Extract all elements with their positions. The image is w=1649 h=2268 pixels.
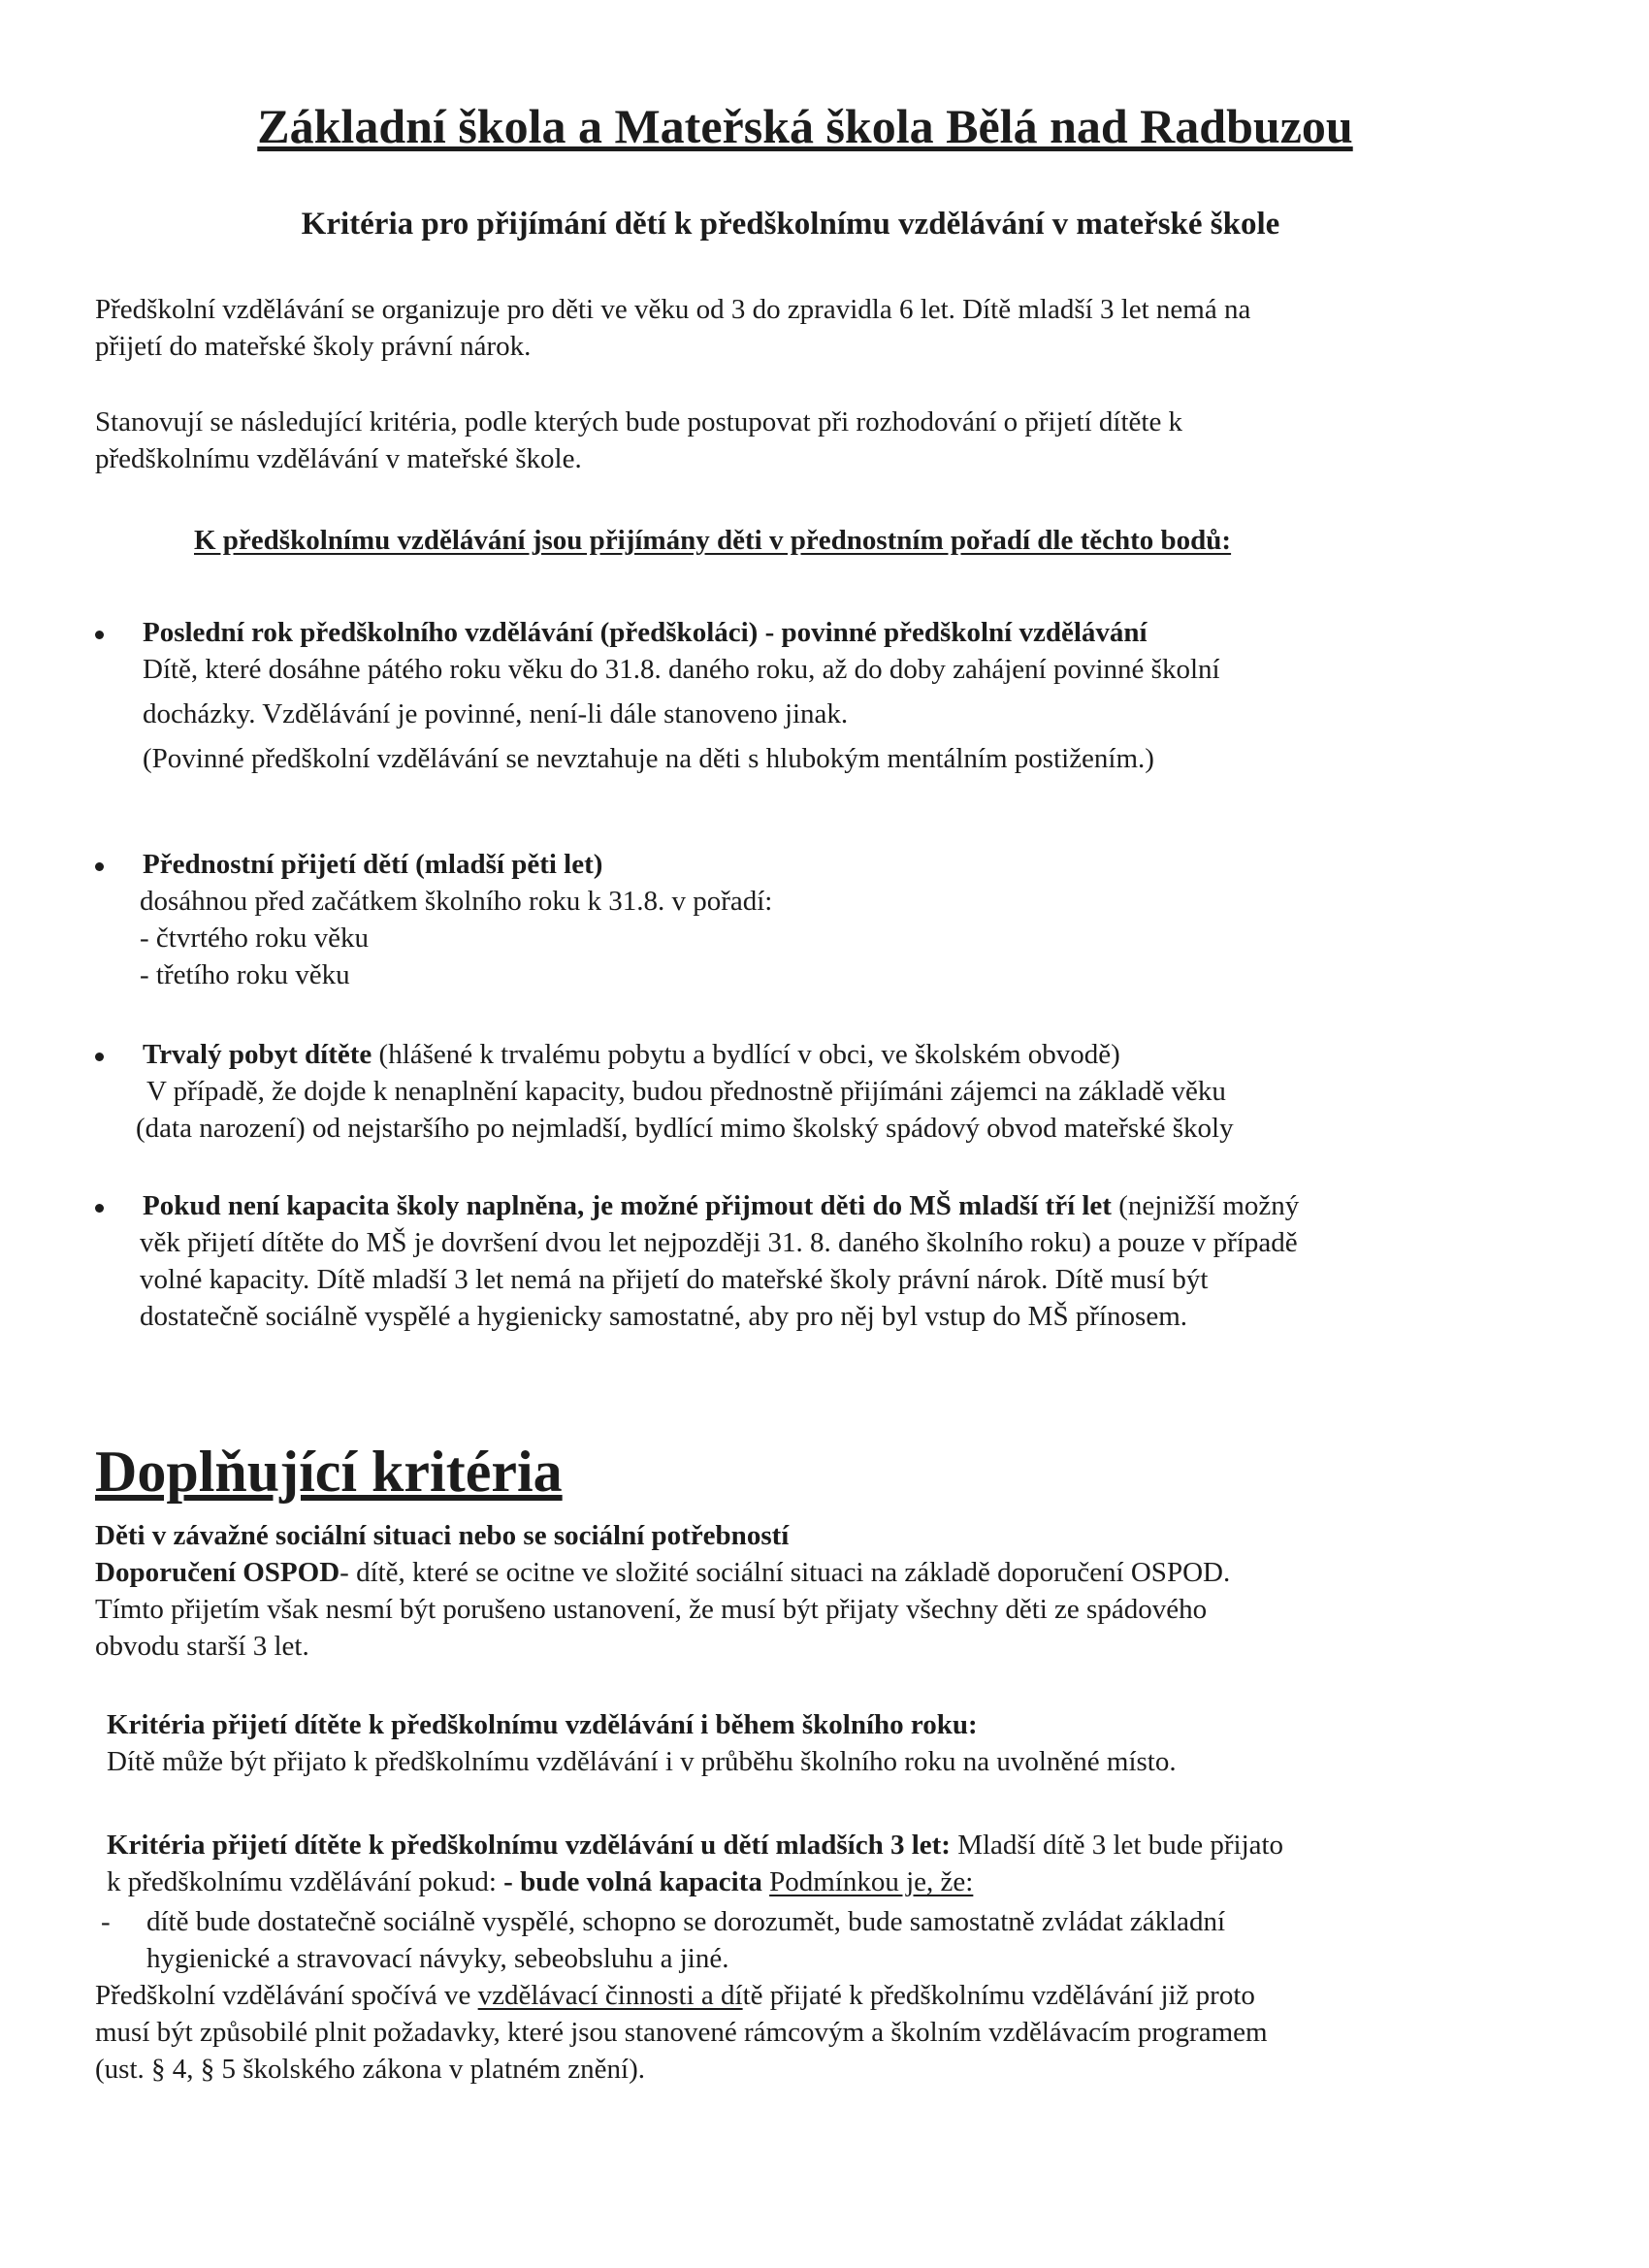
criterion-4-title-line (143, 1187, 1299, 1224)
intro-paragraph-1-line-2: přijetí do mateřské školy právní nárok. (95, 331, 532, 362)
under3-heading: Kritéria přijetí dítěte k předškolnímu vzdělávání u dětí mladších 3 let: (107, 1830, 951, 1861)
criterion-2-line-3: - třetího roku věku (140, 959, 350, 990)
under3-line-2-prefix: k předškolnímu vzdělávání pokud: (107, 1866, 497, 1897)
criterion-1-title: Poslední rok předškolního vzdělávání (předškoláci) - povinné předškolní vzdělávání (143, 617, 1148, 648)
closing-line-3: (ust. § 4, § 5 školského zákona v platném znění). (95, 2054, 645, 2085)
under3-line-1 (107, 1827, 1283, 1863)
ospod-line (95, 1554, 1230, 1591)
criterion-1-line-2: docházky. Vzdělávání je povinné, není-li dále stanoveno jinak. (143, 698, 849, 729)
criterion-1-line-1: Dítě, které dosáhne pátého roku věku do 31.8. daného roku, až do doby zahájení povinné školní (143, 654, 1220, 685)
during-year-heading: Kritéria přijetí dítěte k předškolnímu vzdělávání i během školního roku: (107, 1709, 978, 1740)
intro-paragraph-2-line-1: Stanovují se následující kritéria, podle kterých bude postupovat při rozhodování o přijetí dítěte k (95, 406, 1183, 437)
document-subtitle: Kritéria pro přijímání dětí k předškolnímu vzdělávání v mateřské škole (301, 207, 1280, 242)
under3-line-2 (107, 1863, 973, 1900)
bullet-icon (95, 862, 104, 871)
under3-capacity-label: - bude volná kapacita (503, 1866, 762, 1897)
closing-line-1 (95, 1977, 1255, 2014)
under3-condition-label: Podmínkou je, že: (769, 1866, 974, 1897)
school-title: Základní škola a Mateřská škola Bělá nad Radbuzou (257, 99, 1353, 153)
intro-paragraph-1-line-1: Předškolní vzdělávání se organizuje pro děti ve věku od 3 do zpravidla 6 let. Dítě mladší 3 let nemá na (95, 294, 1251, 325)
bullet-icon (95, 631, 104, 639)
criterion-2-line-1: dosáhnou před začátkem školního roku k 31.8. v pořadí: (140, 886, 773, 917)
criterion-4-line-3: dostatečně sociálně vyspělé a hygienicky samostatné, aby pro něj byl vstup do MŠ přínosem. (140, 1301, 1188, 1332)
under3-dash: - (101, 1906, 111, 1937)
criterion-3-title: Trvalý pobyt dítěte (143, 1039, 372, 1070)
bullet-icon (95, 1053, 104, 1061)
criterion-3-line-2: (data narození) od nejstaršího po nejmladší, bydlící mimo školský spádový obvod mateřské školy (136, 1113, 1234, 1144)
criterion-4-title-suffix: (nejnižší možný (1118, 1190, 1300, 1221)
social-situation-heading: Děti v závažné sociální situaci nebo se sociální potřebností (95, 1520, 790, 1551)
during-year-text: Dítě může být přijato k předškolnímu vzdělávání i v průběhu školního roku na uvolněné místo. (107, 1746, 1177, 1777)
criterion-1-line-3: (Povinné předškolní vzdělávání se nevztahuje na děti s hlubokým mentálním postižením.) (143, 743, 1154, 774)
closing-underlined: vzdělávací činnosti a dí (477, 1980, 743, 2011)
intro-paragraph-2-line-2: předškolnímu vzdělávání v mateřské škole. (95, 443, 582, 474)
closing-line-2: musí být způsobilé plnit požadavky, které jsou stanovené rámcovým a školním vzdělávacím programem (95, 2017, 1268, 2048)
criterion-4-line-1: věk přijetí dítěte do MŠ je dovršení dvou let nejpozději 31. 8. daného školního roku) a pouze v případě (140, 1227, 1298, 1258)
criterion-3-title-suffix: (hlášené k trvalému pobytu a bydlící v obci, ve školském obvodě) (378, 1039, 1120, 1070)
ospod-line-3: obvodu starší 3 let. (95, 1631, 309, 1662)
ospod-label: Doporučení OSPOD (95, 1557, 340, 1588)
under3-item-line-2: hygienické a stravovací návyky, sebeobsluhu a jiné. (146, 1943, 729, 1974)
criterion-4-line-2: volné kapacity. Dítě mladší 3 let nemá na přijetí do mateřské školy právní nárok. Dítě musí být (140, 1264, 1209, 1295)
supplementary-heading: Doplňující kritéria (95, 1440, 563, 1504)
closing-prefix: Předškolní vzdělávání spočívá ve (95, 1980, 471, 2011)
under3-item-line-1: dítě bude dostatečně sociálně vyspělé, schopno se dorozumět, bude samostatně zvládat základní (146, 1906, 1226, 1937)
ospod-line-2: Tímto přijetím však nesmí být porušeno ustanovení, že musí být přijaty všechny děti ze spádového (95, 1594, 1208, 1625)
under3-text: Mladší dítě 3 let bude přijato (957, 1830, 1284, 1861)
criterion-3-line-1: V případě, že dojde k nenaplnění kapacity, budou přednostně přijímáni zájemci na základě věku (146, 1076, 1226, 1107)
bullet-icon (95, 1204, 104, 1213)
priority-heading: K předškolnímu vzdělávání jsou přijímány děti v přednostním pořadí dle těchto bodů: (194, 525, 1232, 556)
criterion-3-title-line (143, 1036, 1120, 1073)
closing-suffix: tě přijaté k předškolnímu vzdělávání již proto (742, 1980, 1255, 2011)
ospod-text: - dítě, které se ocitne ve složité sociální situaci na základě doporučení OSPOD. (340, 1557, 1231, 1588)
criterion-2-title: Přednostní přijetí dětí (mladší pěti let) (143, 849, 603, 880)
criterion-4-title: Pokud není kapacita školy naplněna, je možné přijmout děti do MŠ mladší tří let (143, 1190, 1112, 1221)
criterion-2-line-2: - čtvrtého roku věku (140, 923, 369, 954)
